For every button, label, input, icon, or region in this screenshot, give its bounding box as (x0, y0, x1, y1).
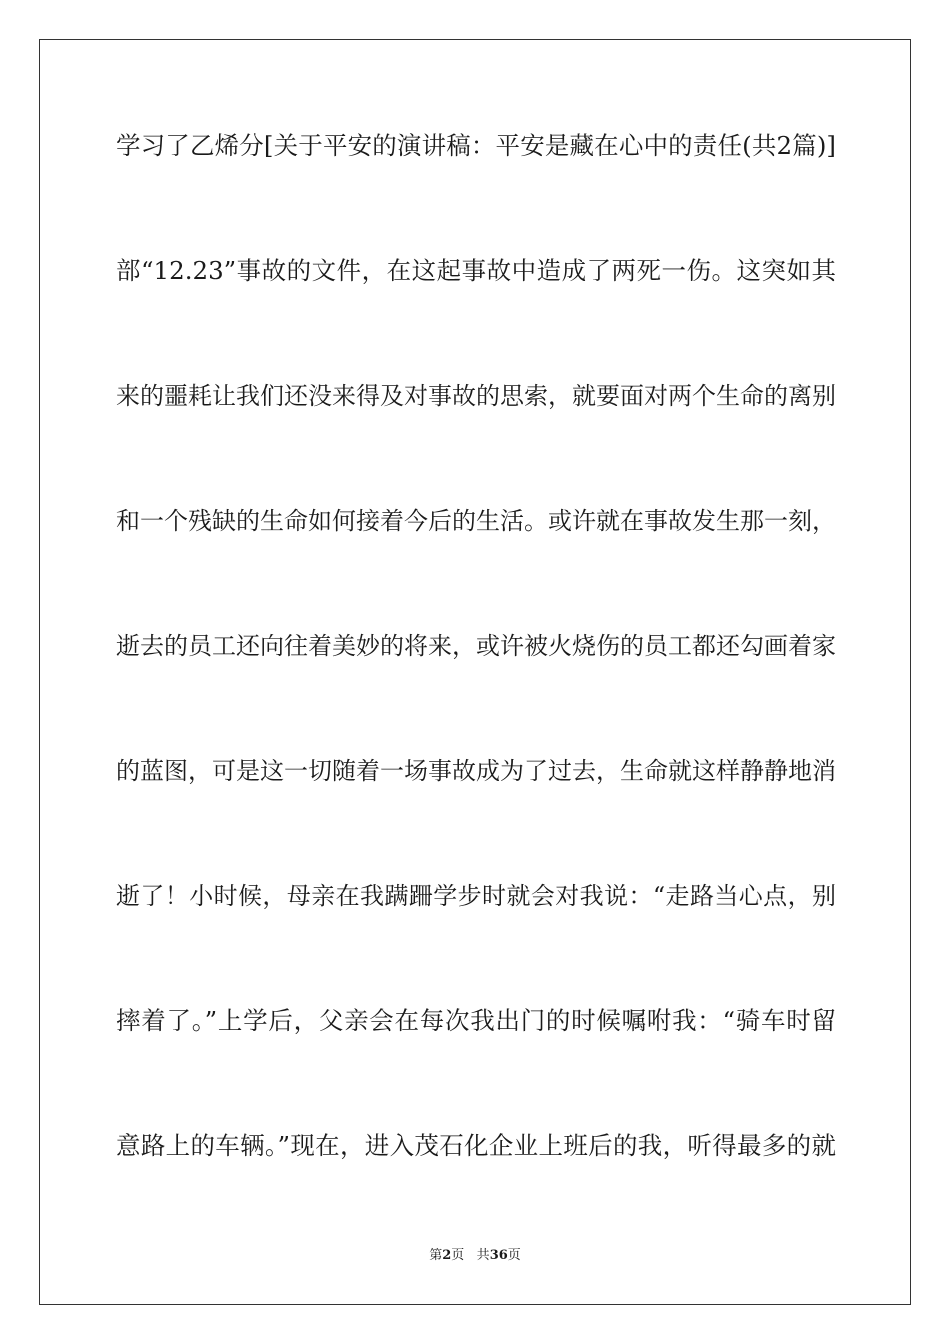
body-text-line-6: 的蓝图，可是这一切随着一场事故成为了过去，生命就这样静静地消 (116, 757, 836, 785)
body-text-line-3: 来的噩耗让我们还没来得及对事故的思索，就要面对两个生命的离别 (116, 382, 836, 410)
body-text-line-1: 学习了乙烯分[关于平安的演讲稿：平安是藏在心中的责任(共2篇)] (116, 131, 836, 160)
footer-total-prefix: 共 (476, 1248, 490, 1263)
footer-total-suffix: 页 (507, 1248, 521, 1263)
footer-total-pages: 36 (489, 1248, 508, 1263)
body-text-line-7: 逝了！小时候，母亲在我蹒跚学步时就会对我说：“走路当心点，别 (116, 882, 836, 910)
body-text-line-8: 摔着了。”上学后，父亲会在每次我出门的时候嘱咐我：“骑车时留 (116, 1006, 836, 1035)
body-text-line-9: 意路上的车辆。”现在，进入茂石化企业上班后的我，听得最多的就 (116, 1131, 836, 1160)
body-text-line-4: 和一个残缺的生命如何接着今后的生活。或许就在事故发生那一刻， (116, 507, 836, 535)
body-text-line-5: 逝去的员工还向往着美妙的将来，或许被火烧伤的员工都还勾画着家 (116, 632, 836, 660)
body-text-line-2: 部“12.23”事故的文件，在这起事故中造成了两死一伤。这突如其 (116, 256, 836, 285)
page-border (39, 39, 911, 1305)
footer-prefix: 第 (429, 1248, 443, 1263)
footer-page-number: 2 (442, 1248, 452, 1263)
footer-page-suffix: 页 (451, 1248, 465, 1263)
page-footer (0, 1247, 950, 1265)
